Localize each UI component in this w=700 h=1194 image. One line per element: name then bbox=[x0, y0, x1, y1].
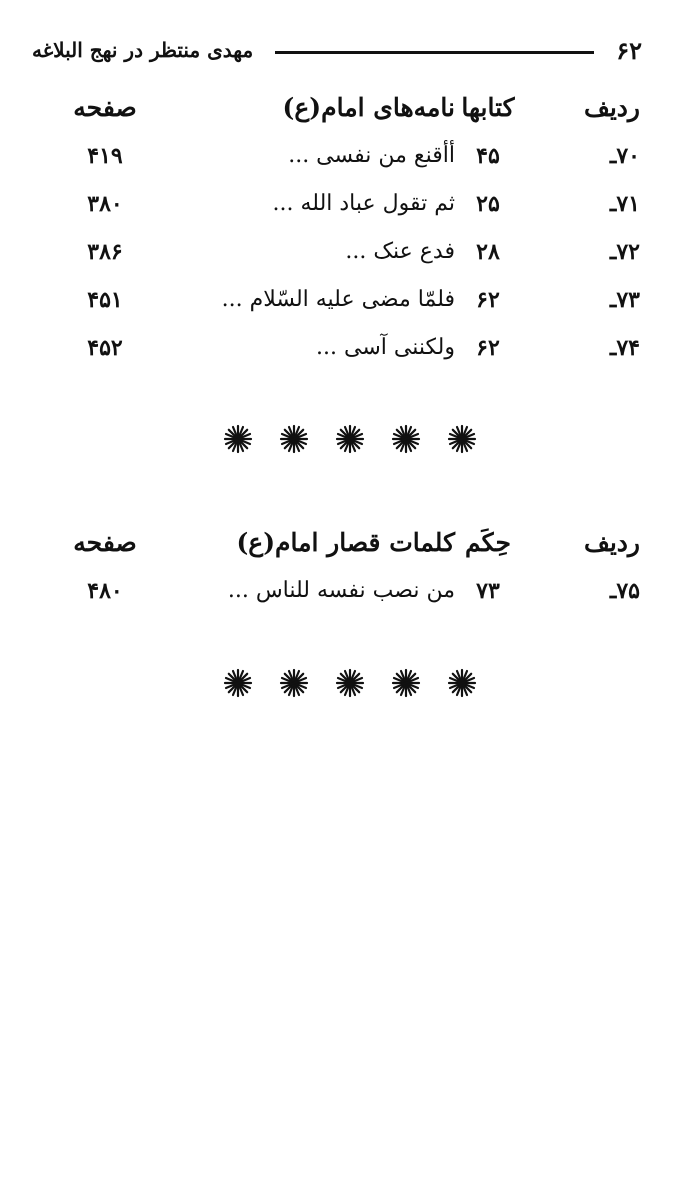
running-header bbox=[32, 30, 642, 70]
saying-text: من نصب نفسه للناس ... bbox=[227, 578, 455, 603]
letter-text: أأقنع من نفسی ... bbox=[288, 143, 455, 168]
book-number: ۶۲ bbox=[476, 335, 500, 361]
header-hikam: حِکَم bbox=[465, 528, 511, 557]
asterisk-star-icon bbox=[279, 424, 309, 454]
header-book: کتابها bbox=[461, 93, 515, 122]
letter-text: ثم تقول عباد الله ... bbox=[272, 191, 455, 216]
letter-text: ولکننی آسی ... bbox=[316, 335, 455, 360]
header-short-sayings: کلمات قصار امام(ع) bbox=[236, 528, 455, 557]
asterisk-star-icon bbox=[391, 424, 421, 454]
row-number: ۷۰ـ bbox=[609, 143, 640, 169]
asterisk-star-icon bbox=[391, 668, 421, 698]
star-separator bbox=[0, 424, 700, 454]
header-page: صفحه bbox=[73, 528, 137, 557]
table-row bbox=[0, 276, 700, 324]
table-row bbox=[0, 228, 700, 276]
book-number: ۲۵ bbox=[476, 191, 500, 217]
asterisk-star-icon bbox=[335, 424, 365, 454]
running-title: مهدی منتظر در نهج البلاغه bbox=[32, 38, 254, 62]
letters-table-header bbox=[0, 84, 700, 132]
header-page: صفحه bbox=[73, 93, 137, 122]
table-row bbox=[0, 324, 700, 372]
hikam-table bbox=[0, 519, 700, 615]
star-separator bbox=[0, 668, 700, 698]
page-ref: ۳۸۰ bbox=[87, 191, 123, 217]
book-number: ۶۲ bbox=[476, 287, 500, 313]
book-number: ۴۵ bbox=[476, 143, 500, 169]
row-number: ۷۲ـ bbox=[609, 239, 640, 265]
page-ref: ۴۱۹ bbox=[87, 143, 123, 169]
page-ref: ۴۵۲ bbox=[87, 335, 123, 361]
book-number: ۲۸ bbox=[476, 239, 500, 265]
letter-text: فلمّا مضی علیه السّلام ... bbox=[221, 287, 455, 312]
row-number: ۷۳ـ bbox=[609, 287, 640, 313]
asterisk-star-icon bbox=[279, 668, 309, 698]
row-number: ۷۴ـ bbox=[609, 335, 640, 361]
header-row-number: ردیف bbox=[583, 528, 640, 557]
page-number: ۶۲ bbox=[616, 35, 642, 65]
header-letters: نامه‌های امام(ع) bbox=[282, 93, 455, 122]
asterisk-star-icon bbox=[223, 668, 253, 698]
table-row bbox=[0, 132, 700, 180]
table-row bbox=[0, 567, 700, 615]
page-ref: ۳۸۶ bbox=[87, 239, 123, 265]
letters-table bbox=[0, 84, 700, 372]
page-ref: ۴۵۱ bbox=[87, 287, 123, 313]
row-number: ۷۱ـ bbox=[609, 191, 640, 217]
hikma-number: ۷۳ bbox=[476, 578, 500, 604]
letter-text: فدع عنک ... bbox=[345, 239, 455, 264]
header-rule bbox=[275, 51, 594, 54]
asterisk-star-icon bbox=[335, 668, 365, 698]
row-number: ۷۵ـ bbox=[609, 578, 640, 604]
hikam-table-header bbox=[0, 519, 700, 567]
header-row-number: ردیف bbox=[583, 93, 640, 122]
asterisk-star-icon bbox=[447, 668, 477, 698]
asterisk-star-icon bbox=[223, 424, 253, 454]
table-row bbox=[0, 180, 700, 228]
page-ref: ۴۸۰ bbox=[87, 578, 123, 604]
asterisk-star-icon bbox=[447, 424, 477, 454]
